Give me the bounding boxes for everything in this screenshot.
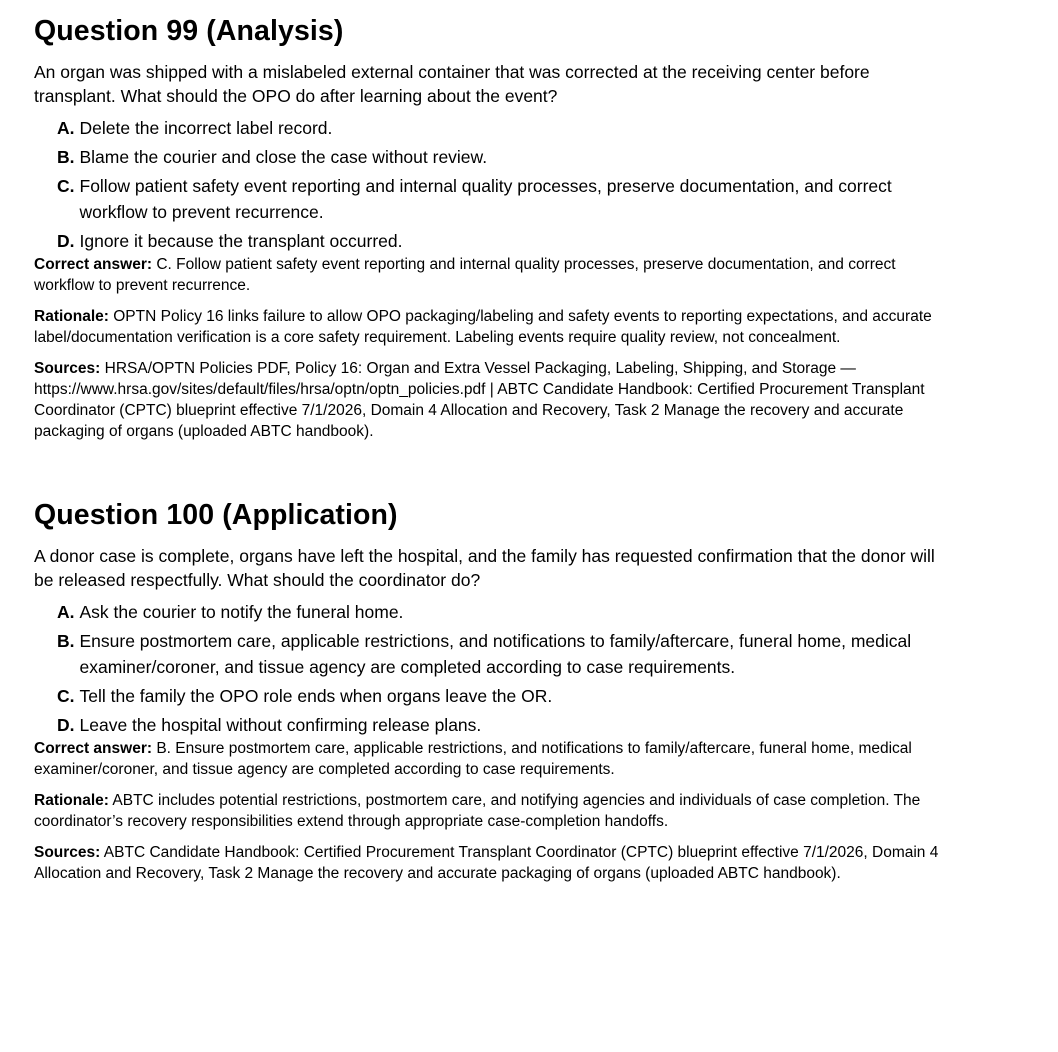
option-letter: A. [57, 118, 75, 138]
option-b [57, 628, 944, 680]
question-99 [34, 14, 944, 442]
option-letter: D. [57, 715, 75, 735]
rationale-label: Rationale: [34, 792, 109, 809]
option-letter: C. [57, 176, 75, 196]
option-text: Tell the family the OPO role ends when organs leave the OR. [79, 686, 553, 706]
question-title: Question 99 (Analysis) [34, 15, 344, 47]
correct-answer [34, 254, 944, 296]
sources [34, 842, 944, 884]
correct-answer-text: C. Follow patient safety event reporting and internal quality processes, preserve documentation, and correct workflow to prevent recurrence. [34, 256, 896, 294]
sources-text: HRSA/OPTN Policies PDF, Policy 16: Organ and Extra Vessel Packaging, Labeling, Shipping, and Storage — https://www.hrsa.gov/sites/default/files/hrsa/optn/optn_policies.pdf | ABTC Candidate Handbook: Certified Procurement Transplant Coordinator (CPTC) blueprint effective 7/1/2026, Domain 4 Allocation and Recovery, Task 2 Manage the recovery and accurate packaging of organs (uploaded ABTC handbook). [34, 360, 925, 440]
correct-answer [34, 738, 944, 780]
option-letter: A. [57, 602, 75, 622]
correct-answer-label: Correct answer: [34, 256, 153, 273]
option-text: Ensure postmortem care, applicable restrictions, and notifications to family/aftercare, funeral home, medical examiner/coroner, and tissue agency are completed according to case requirements. [79, 631, 912, 677]
option-c [57, 173, 944, 225]
option-text: Ask the courier to notify the funeral home. [79, 602, 404, 622]
sources [34, 358, 944, 442]
question-stem: An organ was shipped with a mislabeled external container that was corrected at the receiving center before transplant. What should the OPO do after learning about the event? [34, 62, 870, 106]
correct-answer-label: Correct answer: [34, 740, 153, 757]
option-d [57, 712, 944, 738]
option-letter: D. [57, 231, 75, 251]
option-text: Ignore it because the transplant occurred. [79, 231, 403, 251]
answer-block [34, 738, 944, 884]
option-letter: B. [57, 631, 75, 651]
answer-options [34, 115, 944, 254]
option-a [57, 599, 944, 625]
document [34, 14, 944, 894]
sources-label: Sources: [34, 360, 101, 377]
sources-label: Sources: [34, 844, 101, 861]
option-text: Leave the hospital without confirming release plans. [79, 715, 482, 735]
answer-options [34, 599, 944, 738]
option-letter: C. [57, 686, 75, 706]
rationale-text: ABTC includes potential restrictions, postmortem care, and notifying agencies and individuals of case completion. The coordinator’s recovery responsibilities extend through appropriate case-completion handoffs. [34, 792, 921, 830]
question-stem: A donor case is complete, organs have left the hospital, and the family has requested confirmation that the donor will be released respectfully. What should the coordinator do? [34, 546, 935, 590]
rationale-text: OPTN Policy 16 links failure to allow OPO packaging/labeling and safety events to reporting expectations, and accurate label/documentation verification is a core safety requirement. Labeling events require quality review, not concealment. [34, 308, 932, 346]
rationale [34, 790, 944, 832]
question-title: Question 100 (Application) [34, 499, 398, 531]
option-c [57, 683, 944, 709]
option-b [57, 144, 944, 170]
rationale-label: Rationale: [34, 308, 109, 325]
answer-block [34, 254, 944, 442]
rationale [34, 306, 944, 348]
question-100 [34, 498, 944, 884]
sources-text: ABTC Candidate Handbook: Certified Procurement Transplant Coordinator (CPTC) blueprint effective 7/1/2026, Domain 4 Allocation and Recovery, Task 2 Manage the recovery and accurate packaging of organs (uploaded ABTC handbook). [34, 844, 939, 882]
option-letter: B. [57, 147, 75, 167]
option-text: Blame the courier and close the case without review. [79, 147, 488, 167]
option-d [57, 228, 944, 254]
correct-answer-text: B. Ensure postmortem care, applicable restrictions, and notifications to family/aftercare, funeral home, medical examiner/coroner, and tissue agency are completed according to case requirements. [34, 740, 912, 778]
option-a [57, 115, 944, 141]
option-text: Follow patient safety event reporting and internal quality processes, preserve documentation, and correct workflow to prevent recurrence. [79, 176, 892, 222]
option-text: Delete the incorrect label record. [79, 118, 333, 138]
